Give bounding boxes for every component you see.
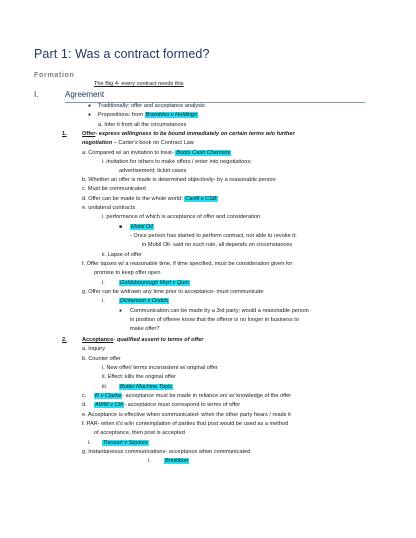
text-line: promise to keep offer open [94, 270, 161, 276]
text-line: Communication can be made by a 3rd party; would a reasonable person [130, 308, 309, 314]
offer-definition: - express willingness to be bound immediately on certain terms w/o further [95, 131, 295, 137]
bullet: ● [88, 112, 92, 118]
case-highlight: Brambles v Holdings [145, 112, 197, 118]
acceptance-title: Acceptance [82, 337, 114, 343]
section-heading-agreement: Agreement [65, 90, 105, 99]
section-number: I. [34, 90, 39, 99]
offer-heading-line [82, 131, 295, 138]
text-span: d. Offer can be made to the whole world: [82, 196, 185, 202]
text-line [98, 112, 198, 119]
case-highlight: Brinkibon [165, 458, 189, 464]
offer-title: Offer [82, 131, 96, 137]
text-line [119, 280, 190, 287]
bullet: ■ [119, 224, 123, 230]
text-line: g. Offer can be w/drawn any time prior to acceptance- must communicate [82, 289, 264, 295]
text-line: a. Infer it from all the circumstances [98, 122, 187, 128]
text-line: e. unilateral contracts [82, 205, 136, 211]
case-highlight: Butler Machine Tools [120, 384, 173, 390]
text-line: in Mobil Oil- said no such rule, all depends on circumstances [142, 242, 293, 248]
text-line [102, 440, 149, 447]
text-line: c. Must be communicated [82, 186, 146, 192]
text-span: a. Compared w/ an invitation to treat- [82, 150, 176, 156]
list-marker: c. [82, 393, 87, 399]
list-marker: i. [102, 280, 105, 286]
text-span: - acceptance must correspond to terms of offer [124, 402, 241, 408]
text-span: Propositions: from [98, 112, 145, 118]
list-number: 1. [62, 131, 67, 137]
text-span: – Carter's book on Contract Law [112, 140, 194, 146]
text-line: e. Acceptance is effective when communicated- when the other party hears / reads it [82, 412, 291, 418]
text-line: ii. Effect: kills the original offer [102, 374, 176, 380]
big4-heading: The Big 4- every contract needs this [94, 81, 184, 87]
case-highlight: Carlill v CSB [185, 196, 217, 202]
text-line [164, 458, 189, 465]
page-subtitle: Formation [34, 70, 75, 79]
case-highlight: R v Clarke [95, 393, 122, 399]
text-line: of acceptance, then post is accepted [94, 430, 185, 436]
case-highlight: AWM v Cth [95, 402, 124, 408]
text-line: i. performance of which is acceptance of offer and consideration [102, 214, 261, 220]
text-line: i. New offer/ terms inconsistent w/ original offer [102, 365, 218, 371]
text-line: f. Offer lapses w/ a reasonable time, if time specified, must be consideration given for [82, 261, 293, 267]
text-line: b. Counter offer [82, 356, 121, 362]
text-line: i. invitation for others to make offers / enter into negotiations; [102, 159, 252, 165]
text-line: advertisement; ticket cases [119, 168, 187, 174]
list-marker: iii. [102, 384, 108, 390]
case-highlight: Goldsbourough Mort v Quin [120, 280, 189, 286]
page-title: Part 1: Was a contract formed? [34, 47, 210, 61]
text-line: b. Whether an offer is made is determined objectively- by a reasonable person [82, 177, 276, 183]
list-marker: i. [102, 298, 105, 304]
text-line: a. Inquiry [82, 346, 106, 352]
text-line [82, 150, 231, 157]
case-highlight: Mobil Oil [131, 224, 153, 230]
text-line [94, 393, 291, 400]
acceptance-heading-line [82, 337, 203, 344]
case-highlight: Dickenson v Dodds [120, 298, 169, 304]
text-line [94, 402, 240, 409]
list-marker: i. [88, 440, 91, 446]
text-line: g. Instantaneous communications- acceptance when communicated [82, 449, 251, 455]
text-line [119, 384, 173, 391]
text-line: f. PAR- when it's w/in contemplation of parties that post would be used as a method [82, 421, 289, 427]
text-line: - Once person has started to perform contract, not able to revoke it; [130, 233, 297, 239]
acceptance-definition: - qualified assent to terms of offer [113, 337, 204, 343]
text-line: make offer? [130, 326, 160, 332]
text-span: negotiation [82, 140, 113, 146]
text-line [82, 196, 218, 203]
case-highlight: Tressen v Squires [103, 440, 148, 446]
text-line [82, 140, 194, 147]
text-span: - acceptance must be made in reliance on/ w/ knowledge of the offer [122, 393, 292, 399]
bullet: ● [119, 308, 123, 314]
text-line: in position of offeree know that the offeror is no longer in business to [130, 317, 299, 323]
bullet: ● [88, 103, 92, 109]
case-highlight: Boots Cash Chemists [176, 150, 231, 156]
text-line [130, 224, 154, 231]
text-line: Traditionally: offer and acceptance analysis [98, 103, 205, 109]
list-marker: d. [82, 402, 87, 408]
text-line [119, 298, 169, 305]
list-marker: i. [148, 458, 151, 464]
list-number: 2. [62, 337, 67, 343]
text-line: ii. Lapse of offer [102, 252, 142, 258]
